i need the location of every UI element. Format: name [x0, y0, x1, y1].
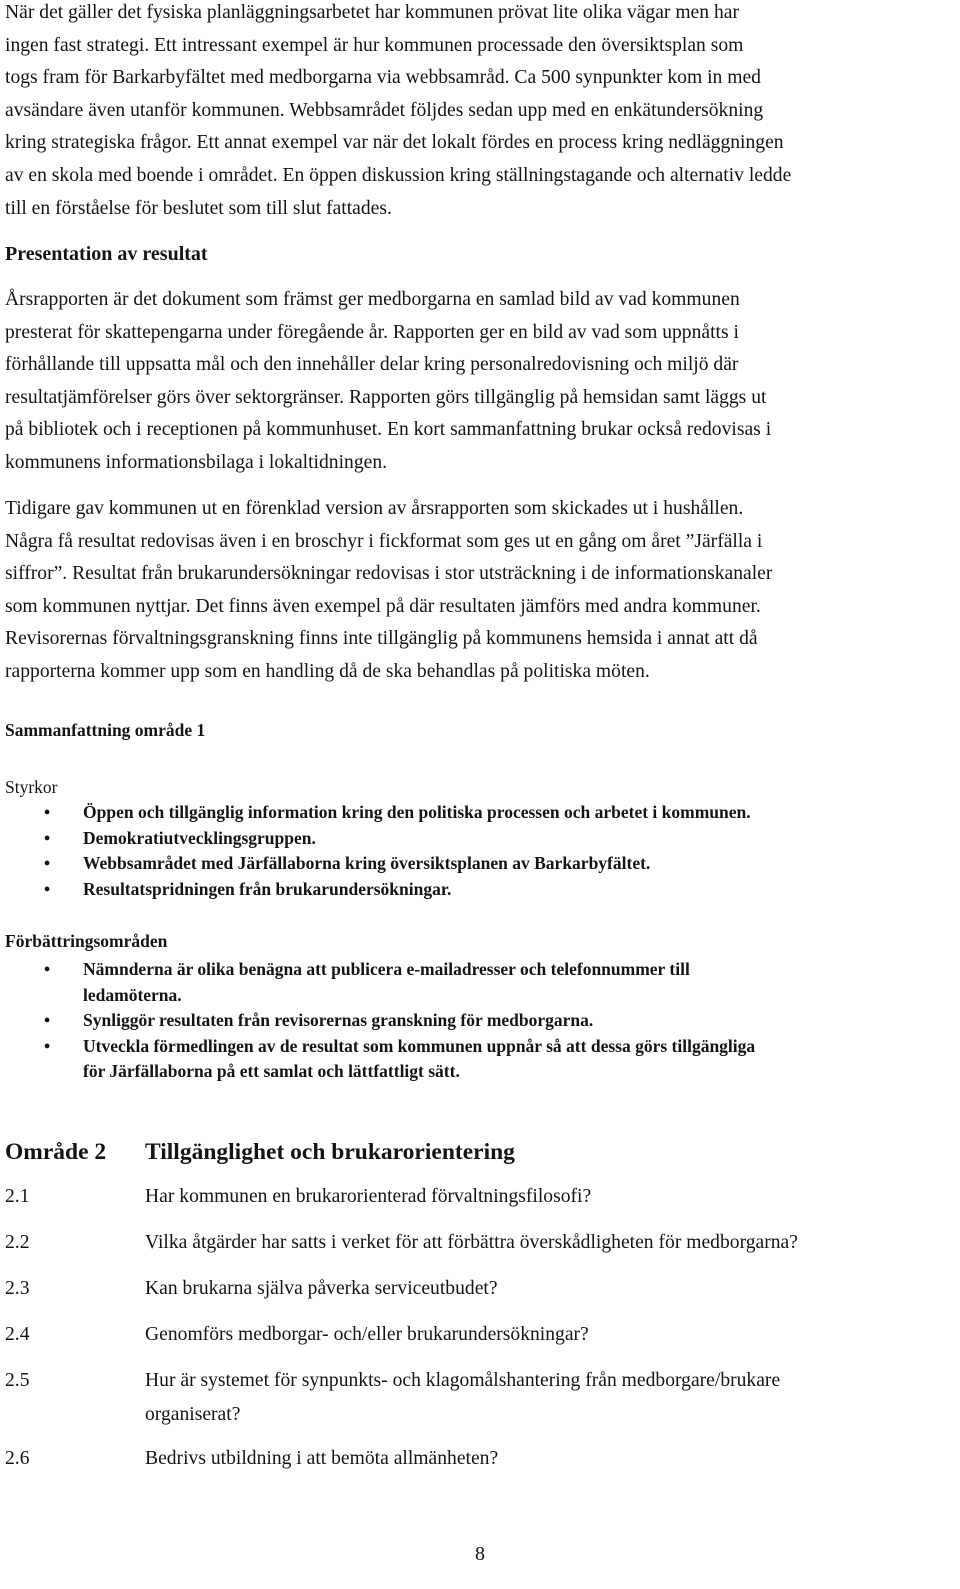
- paragraph-annual-report: Årsrapporten är det dokument som främst ger medborgarna en samlad bild av vad kommunen presterat för skattepengarna under föregående år. Rapporten ger en bild av vad som uppnåtts i förhållande till uppsatta mål och den innehåller delar kring personalredovisning och miljö där resultatjämförelser görs över sektorgränser. Rapporten görs tillgänglig på hemsidan samt läggs ut på bibliotek och i receptionen på kommunhuset. En kort sammanfattning brukar också redovisas i kommunens informationsbilaga i lokaltidningen.: [5, 289, 772, 473]
- question-text: Hur är systemet för synpunkts- och klagomålshantering från medborgare/brukare organiserat?: [145, 1370, 781, 1425]
- question-number: 2.1: [5, 1186, 30, 1207]
- question-number: 2.3: [5, 1278, 30, 1299]
- page-number: 8: [475, 1543, 485, 1565]
- question-text: Bedrivs utbildning i att bemöta allmänheten?: [145, 1448, 499, 1469]
- list-item: • Utveckla förmedlingen av de resultat som kommunen uppnår så att dessa görs tillgängliga för Järfällaborna på ett samlat och lättfattligt sätt.: [44, 1035, 756, 1082]
- improvements-list: [5, 957, 955, 1085]
- question-number: 2.6: [5, 1448, 30, 1469]
- strengths-title: Styrkor: [5, 777, 58, 797]
- summary-title: Sammanfattning område 1: [5, 720, 206, 740]
- bullet-icon: •: [44, 959, 51, 979]
- question-text: Vilka åtgärder har satts i verket för att förbättra överskådligheten för medborgarna?: [145, 1232, 798, 1253]
- area-title: Tillgänglighet och brukarorientering: [145, 1139, 515, 1165]
- area-number: Område 2: [5, 1139, 107, 1165]
- question-number: 2.5: [5, 1370, 30, 1391]
- heading-presentation: Presentation av resultat: [5, 243, 208, 265]
- list-item: • Resultatspridningen från brukarundersökningar.: [5, 877, 955, 903]
- bullet-icon: •: [44, 853, 51, 874]
- question-number: 2.2: [5, 1232, 30, 1253]
- bullet-icon: •: [44, 827, 51, 848]
- question-number: 2.4: [5, 1324, 30, 1345]
- question-text: Genomförs medborgar- och/eller brukarundersökningar?: [145, 1324, 589, 1345]
- list-item: • Nämnderna är olika benägna att publicera e-mailadresser och telefonnummer till ledamöterna.: [44, 959, 690, 1005]
- paragraph-planning: När det gäller det fysiska planläggningsarbetet har kommunen prövat lite olika vägar men har ingen fast strategi. Ett intressant exempel är hur kommunen processade den översiktsplan som togs fram för Barkarbyfältet med medborgarna via webbsamråd. Ca 500 synpunkter kom in med avsändare även utanför kommunen. Webbsamrådet följdes sedan upp med en enkätundersökning kring strategiska frågor. Ett annat exempel var när det lokalt fördes en process kring nedläggningen av en skola med boende i området. En öppen diskussion kring ställningstagande och alternativ ledde till en förståelse för beslutet som till slut fattades.: [5, 2, 792, 219]
- bullet-icon: •: [44, 802, 51, 822]
- question-text: Har kommunen en brukarorienterad förvaltningsfilosofi?: [145, 1186, 592, 1207]
- bullet-icon: •: [44, 1010, 51, 1031]
- improvements-title: Förbättringsområden: [5, 931, 168, 951]
- paragraph-results: Tidigare gav kommunen ut en förenklad version av årsrapporten som skickades ut i hushållen. Några få resultat redovisas även i en broschyr i fickformat som ges ut en gång om året ”Järfälla i siffror”. Resultat från brukarundersökningar redovisas i stor utsträckning i de informationskanaler som kommunen nyttjar. Det finns även exempel på där resultaten jämförs med andra kommuner. Revisorernas förvaltningsgranskning finns inte tillgänglig på kommunens hemsida i annat att då rapporterna kommer upp som en handling då de ska behandlas på politiska möten.: [5, 498, 773, 682]
- list-item: • Demokratiutvecklingsgruppen.: [5, 826, 955, 852]
- bullet-icon: •: [44, 1035, 51, 1056]
- list-item: • Öppen och tillgänglig information kring den politiska processen och arbetet i kommunen.: [5, 800, 955, 826]
- list-item: • Synliggör resultaten från revisorernas granskning för medborgarna.: [5, 1008, 955, 1034]
- strengths-list: [5, 800, 955, 902]
- bullet-icon: •: [44, 878, 51, 899]
- list-item: • Webbsamrådet med Järfällaborna kring översiktsplanen av Barkarbyfältet.: [5, 851, 955, 877]
- question-text: Kan brukarna själva påverka serviceutbudet?: [145, 1278, 498, 1299]
